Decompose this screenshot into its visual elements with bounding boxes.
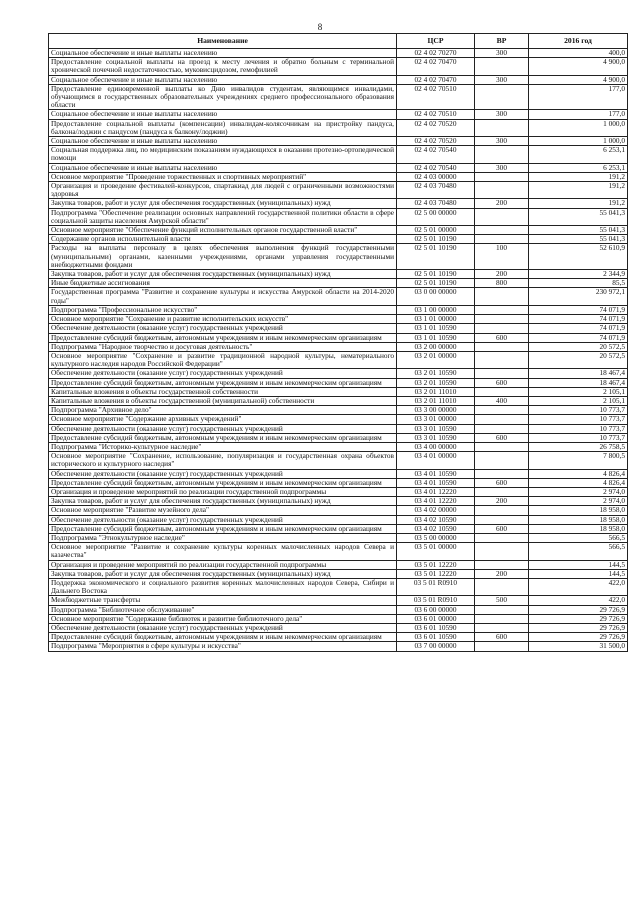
row-name-cell: Капитальные вложения в объекты государственной собственности [49, 387, 397, 396]
table-row [49, 578, 628, 595]
row-name-cell: Предоставление субсидий бюджетным, автономным учреждениям и иным некоммерческим организациям [49, 433, 397, 442]
row-csr-cell: 02 4 02 70540 [397, 163, 475, 172]
row-amount-cell: 26 758,5 [529, 442, 628, 451]
row-vr-cell [475, 58, 529, 75]
table-row [49, 633, 628, 642]
row-csr-cell: 02 4 02 70270 [397, 49, 475, 58]
table-row [49, 351, 628, 368]
row-amount-cell: 29 726,9 [529, 614, 628, 623]
row-vr-cell [475, 515, 529, 524]
row-csr-cell: 03 6 01 10590 [397, 624, 475, 633]
row-name-cell: Организация и проведение фестивалей-конкурсов, спартакиад для людей с ограниченными возможностями здоровья [49, 182, 397, 199]
table-row [49, 624, 628, 633]
row-name-cell: Основное мероприятие "Сохранение и развитие традиционной народной культуры, нематериального культурного наследия народов Российской Федерации" [49, 351, 397, 368]
row-vr-cell [475, 172, 529, 181]
row-amount-cell: 10 773,7 [529, 406, 628, 415]
row-name-cell: Закупка товаров, работ и услуг для обеспечения государственных (муниципальных) нужд [49, 497, 397, 506]
row-csr-cell: 02 4 03 70480 [397, 199, 475, 208]
row-amount-cell: 191,2 [529, 199, 628, 208]
row-amount-cell: 400,0 [529, 49, 628, 58]
table-row [49, 369, 628, 378]
row-csr-cell: 03 6 01 10590 [397, 633, 475, 642]
row-csr-cell: 02 4 02 70510 [397, 84, 475, 110]
table-row [49, 387, 628, 396]
row-vr-cell [475, 342, 529, 351]
row-vr-cell: 500 [475, 596, 529, 605]
row-vr-cell [475, 487, 529, 496]
row-vr-cell [475, 288, 529, 305]
row-csr-cell: 02 4 02 70520 [397, 137, 475, 146]
row-csr-cell: 03 1 00 00000 [397, 305, 475, 314]
row-amount-cell: 566,5 [529, 533, 628, 542]
row-csr-cell: 03 5 01 00000 [397, 543, 475, 560]
row-csr-cell: 03 1 01 10590 [397, 324, 475, 333]
budget-table [48, 33, 628, 652]
row-vr-cell [475, 119, 529, 136]
row-amount-cell: 6 253,1 [529, 146, 628, 163]
row-amount-cell: 29 726,9 [529, 624, 628, 633]
row-name-cell: Социальное обеспечение и иные выплаты населению [49, 163, 397, 172]
header-amount: 2016 год [529, 34, 628, 49]
table-row [49, 478, 628, 487]
row-vr-cell: 200 [475, 270, 529, 279]
row-vr-cell [475, 235, 529, 244]
row-vr-cell: 400 [475, 396, 529, 405]
row-csr-cell: 02 5 01 00000 [397, 226, 475, 235]
row-name-cell: Закупка товаров, работ и услуг для обеспечения государственных (муниципальных) нужд [49, 270, 397, 279]
row-name-cell: Подпрограмма "Этнокультурное наследие" [49, 533, 397, 542]
row-csr-cell: 03 4 02 10590 [397, 515, 475, 524]
row-csr-cell: 03 4 01 10590 [397, 478, 475, 487]
table-row [49, 614, 628, 623]
row-vr-cell: 200 [475, 569, 529, 578]
row-csr-cell: 02 5 01 10190 [397, 235, 475, 244]
row-amount-cell: 31 500,0 [529, 642, 628, 651]
row-vr-cell [475, 560, 529, 569]
row-vr-cell [475, 424, 529, 433]
row-name-cell: Предоставление субсидий бюджетным, автономным учреждениям и иным некоммерческим организациям [49, 524, 397, 533]
row-name-cell: Основное мероприятие "Развитие музейного дела" [49, 506, 397, 515]
row-vr-cell [475, 543, 529, 560]
row-amount-cell: 4 900,0 [529, 58, 628, 75]
table-row [49, 406, 628, 415]
row-vr-cell [475, 415, 529, 424]
table-row [49, 543, 628, 560]
row-amount-cell: 144,5 [529, 560, 628, 569]
row-amount-cell: 18 467,4 [529, 378, 628, 387]
table-row [49, 605, 628, 614]
row-amount-cell: 2 974,0 [529, 497, 628, 506]
row-vr-cell: 600 [475, 478, 529, 487]
table-row [49, 560, 628, 569]
row-name-cell: Социальная поддержка лиц, по медицинским показаниям нуждающихся в оказании протезно-ортопедической помощи [49, 146, 397, 163]
row-name-cell: Межбюджетные трансферты [49, 596, 397, 605]
header-csr: ЦСР [397, 34, 475, 49]
row-vr-cell: 600 [475, 433, 529, 442]
row-name-cell: Обеспечение деятельности (оказание услуг) государственных учреждений [49, 469, 397, 478]
row-vr-cell [475, 146, 529, 163]
row-name-cell: Предоставление субсидий бюджетным, автономным учреждениям и иным некоммерческим организациям [49, 378, 397, 387]
row-name-cell: Капитальные вложения в объекты государственной (муниципальной) собственности [49, 396, 397, 405]
table-row [49, 487, 628, 496]
row-name-cell: Основное мероприятие "Сохранение и развитие исполнительских искусств" [49, 315, 397, 324]
row-name-cell: Социальное обеспечение и иные выплаты населению [49, 49, 397, 58]
row-amount-cell: 18 958,0 [529, 506, 628, 515]
row-name-cell: Предоставление социальной выплаты (компенсации) инвалидам-колясочникам на пристройку пандуса, балкона/лоджии с пандусом (пандуса к балкону/лоджии) [49, 119, 397, 136]
row-vr-cell [475, 387, 529, 396]
row-csr-cell: 03 7 00 00000 [397, 642, 475, 651]
row-vr-cell [475, 452, 529, 469]
row-amount-cell: 18 958,0 [529, 515, 628, 524]
row-csr-cell: 03 4 02 10590 [397, 524, 475, 533]
table-row [49, 433, 628, 442]
row-name-cell: Подпрограмма "Библиотечное обслуживание" [49, 605, 397, 614]
row-vr-cell [475, 533, 529, 542]
row-vr-cell: 300 [475, 110, 529, 119]
table-row [49, 524, 628, 533]
row-csr-cell: 02 5 01 10190 [397, 244, 475, 270]
table-row [49, 596, 628, 605]
row-vr-cell: 300 [475, 75, 529, 84]
header-name: Наименование [49, 34, 397, 49]
row-vr-cell [475, 605, 529, 614]
row-csr-cell: 03 5 01 12220 [397, 560, 475, 569]
table-row [49, 226, 628, 235]
table-row [49, 199, 628, 208]
row-csr-cell: 03 3 01 00000 [397, 415, 475, 424]
row-amount-cell: 566,5 [529, 543, 628, 560]
row-csr-cell: 03 5 01 R0910 [397, 596, 475, 605]
row-name-cell: Основное мероприятие "Проведение торжественных и спортивных мероприятий" [49, 172, 397, 181]
row-csr-cell: 03 3 01 10590 [397, 433, 475, 442]
table-row [49, 279, 628, 288]
row-vr-cell: 200 [475, 199, 529, 208]
table-row [49, 497, 628, 506]
row-name-cell: Предоставление единовременной выплаты ко Дню инвалидов студентам, являющимся инвалидами, обучающимся в государственных образовательных учреждениях среднего профессионального образования области [49, 84, 397, 110]
row-csr-cell: 03 2 00 00000 [397, 342, 475, 351]
table-row [49, 452, 628, 469]
row-amount-cell: 20 572,5 [529, 351, 628, 368]
table-row [49, 515, 628, 524]
row-name-cell: Подпрограмма "Архивное дело" [49, 406, 397, 415]
row-csr-cell: 03 2 01 11010 [397, 387, 475, 396]
row-csr-cell: 02 4 02 70470 [397, 58, 475, 75]
row-vr-cell [475, 208, 529, 225]
row-amount-cell: 20 572,5 [529, 342, 628, 351]
row-name-cell: Основное мероприятие "Обеспечение функций исполнительных органов государственной власти" [49, 226, 397, 235]
row-name-cell: Основное мероприятие "Содержание библиотек и развитие библиотечного дела" [49, 614, 397, 623]
table-row [49, 163, 628, 172]
row-amount-cell: 1 000,0 [529, 119, 628, 136]
row-amount-cell: 2 105,1 [529, 387, 628, 396]
row-name-cell: Основное мероприятие "Сохранение, использование, популяризация и государственная охрана объектов исторического и культурного наследия" [49, 452, 397, 469]
row-csr-cell: 03 2 01 10590 [397, 378, 475, 387]
row-csr-cell: 03 5 01 R0910 [397, 578, 475, 595]
table-row [49, 110, 628, 119]
row-name-cell: Закупка товаров, работ и услуг для обеспечения государственных (муниципальных) нужд [49, 199, 397, 208]
row-csr-cell: 03 4 02 00000 [397, 506, 475, 515]
table-row [49, 182, 628, 199]
row-csr-cell: 03 6 01 00000 [397, 614, 475, 623]
row-name-cell: Обеспечение деятельности (оказание услуг) государственных учреждений [49, 424, 397, 433]
row-vr-cell: 800 [475, 279, 529, 288]
row-amount-cell: 7 800,5 [529, 452, 628, 469]
row-name-cell: Обеспечение деятельности (оказание услуг) государственных учреждений [49, 515, 397, 524]
row-vr-cell [475, 315, 529, 324]
row-name-cell: Подпрограмма "Историко-культурное наследие" [49, 442, 397, 451]
table-row [49, 172, 628, 181]
row-amount-cell: 2 974,0 [529, 487, 628, 496]
table-row [49, 288, 628, 305]
row-name-cell: Закупка товаров, работ и услуг для обеспечения государственных (муниципальных) нужд [49, 569, 397, 578]
row-name-cell: Государственная программа "Развитие и сохранение культуры и искусства Амурской области на 2014-2020 годы" [49, 288, 397, 305]
row-vr-cell [475, 469, 529, 478]
row-amount-cell: 74 071,9 [529, 324, 628, 333]
row-csr-cell: 02 5 01 10190 [397, 270, 475, 279]
row-vr-cell [475, 624, 529, 633]
table-row [49, 415, 628, 424]
row-name-cell: Предоставление социальной выплаты на проезд к месту лечения и обратно больным с терминальной хронической почечной недостаточностью, муковисцидозом, гемофилией [49, 58, 397, 75]
table-row [49, 642, 628, 651]
row-amount-cell: 191,2 [529, 172, 628, 181]
row-amount-cell: 18 467,4 [529, 369, 628, 378]
row-name-cell: Поддержка экономического и социального развития коренных малочисленных народов Севера, Сибири и Дальнего Востока [49, 578, 397, 595]
row-csr-cell: 03 2 01 10590 [397, 369, 475, 378]
table-row [49, 506, 628, 515]
table-row [49, 424, 628, 433]
row-vr-cell [475, 369, 529, 378]
row-amount-cell: 74 071,9 [529, 305, 628, 314]
table-row [49, 244, 628, 270]
row-vr-cell: 600 [475, 524, 529, 533]
row-amount-cell: 144,5 [529, 569, 628, 578]
table-row [49, 342, 628, 351]
row-csr-cell: 02 5 00 00000 [397, 208, 475, 225]
row-amount-cell: 177,0 [529, 84, 628, 110]
row-amount-cell: 55 041,3 [529, 235, 628, 244]
row-csr-cell: 03 2 01 00000 [397, 351, 475, 368]
row-amount-cell: 230 972,1 [529, 288, 628, 305]
row-vr-cell [475, 614, 529, 623]
row-vr-cell [475, 406, 529, 415]
row-vr-cell: 600 [475, 378, 529, 387]
row-name-cell: Подпрограмма "Профессиональное искусство" [49, 305, 397, 314]
row-amount-cell: 85,5 [529, 279, 628, 288]
row-csr-cell: 03 5 00 00000 [397, 533, 475, 542]
row-amount-cell: 2 105,1 [529, 396, 628, 405]
table-row [49, 119, 628, 136]
row-amount-cell: 4 826,4 [529, 478, 628, 487]
row-csr-cell: 03 3 00 00000 [397, 406, 475, 415]
table-row [49, 75, 628, 84]
row-vr-cell [475, 442, 529, 451]
row-vr-cell: 300 [475, 49, 529, 58]
table-row [49, 333, 628, 342]
table-body [49, 49, 628, 652]
row-amount-cell: 191,2 [529, 182, 628, 199]
table-row [49, 378, 628, 387]
table-row [49, 315, 628, 324]
row-amount-cell: 422,0 [529, 596, 628, 605]
row-amount-cell: 10 773,7 [529, 415, 628, 424]
row-csr-cell: 02 4 02 70470 [397, 75, 475, 84]
row-vr-cell [475, 182, 529, 199]
row-amount-cell: 29 726,9 [529, 633, 628, 642]
row-csr-cell: 03 4 01 12220 [397, 497, 475, 506]
table-row [49, 324, 628, 333]
row-amount-cell: 10 773,7 [529, 424, 628, 433]
row-amount-cell: 74 071,9 [529, 333, 628, 342]
row-name-cell: Социальное обеспечение и иные выплаты населению [49, 75, 397, 84]
row-amount-cell: 1 000,0 [529, 137, 628, 146]
row-name-cell: Обеспечение деятельности (оказание услуг) государственных учреждений [49, 324, 397, 333]
row-csr-cell: 03 1 01 10590 [397, 333, 475, 342]
table-row [49, 270, 628, 279]
row-name-cell: Организация и проведение мероприятий по реализации государственной подпрограммы [49, 487, 397, 496]
row-csr-cell: 03 4 01 12220 [397, 487, 475, 496]
row-name-cell: Предоставление субсидий бюджетным, автономным учреждениям и иным некоммерческим организациям [49, 333, 397, 342]
row-amount-cell: 55 041,3 [529, 208, 628, 225]
row-csr-cell: 03 5 01 12220 [397, 569, 475, 578]
row-amount-cell: 177,0 [529, 110, 628, 119]
table-row [49, 442, 628, 451]
row-vr-cell: 300 [475, 163, 529, 172]
row-vr-cell: 300 [475, 137, 529, 146]
row-vr-cell [475, 84, 529, 110]
row-vr-cell: 600 [475, 633, 529, 642]
row-csr-cell: 03 3 01 10590 [397, 424, 475, 433]
row-csr-cell: 03 4 00 00000 [397, 442, 475, 451]
row-csr-cell: 03 2 01 11010 [397, 396, 475, 405]
row-name-cell: Подпрограмма "Мероприятия в сфере культуры и искусства" [49, 642, 397, 651]
row-amount-cell: 6 253,1 [529, 163, 628, 172]
row-amount-cell: 422,0 [529, 578, 628, 595]
row-vr-cell [475, 324, 529, 333]
row-name-cell: Предоставление субсидий бюджетным, автономным учреждениям и иным некоммерческим организациям [49, 478, 397, 487]
row-amount-cell: 4 900,0 [529, 75, 628, 84]
row-name-cell: Социальное обеспечение и иные выплаты населению [49, 110, 397, 119]
table-row [49, 569, 628, 578]
row-vr-cell [475, 226, 529, 235]
table-row [49, 305, 628, 314]
table-row [49, 396, 628, 405]
table-row [49, 84, 628, 110]
row-csr-cell: 02 4 02 70520 [397, 119, 475, 136]
row-name-cell: Обеспечение деятельности (оказание услуг) государственных учреждений [49, 369, 397, 378]
table-row [49, 235, 628, 244]
row-amount-cell: 18 958,0 [529, 524, 628, 533]
row-name-cell: Основное мероприятие "Развитие и сохранение культуры коренных малочисленных народов Севера и казачества" [49, 543, 397, 560]
row-name-cell: Основное мероприятие "Содержание архивных учреждений" [49, 415, 397, 424]
row-csr-cell: 03 4 01 10590 [397, 469, 475, 478]
row-name-cell: Подпрограмма "Народное творчество и досуговая деятельность" [49, 342, 397, 351]
row-name-cell: Расходы на выплаты персоналу в целях обеспечения выполнения функций государственными (муниципальными) органами, казенными учреждениями, органами управления государственными внебюджетными фондами [49, 244, 397, 270]
row-csr-cell: 02 4 02 70540 [397, 146, 475, 163]
row-csr-cell: 03 4 01 00000 [397, 452, 475, 469]
row-vr-cell [475, 351, 529, 368]
row-vr-cell [475, 506, 529, 515]
row-vr-cell: 100 [475, 244, 529, 270]
row-amount-cell: 52 610,9 [529, 244, 628, 270]
row-vr-cell [475, 642, 529, 651]
row-csr-cell: 03 1 01 00000 [397, 315, 475, 324]
row-vr-cell: 600 [475, 333, 529, 342]
row-csr-cell: 03 0 00 00000 [397, 288, 475, 305]
row-csr-cell: 02 4 03 00000 [397, 172, 475, 181]
row-amount-cell: 2 344,9 [529, 270, 628, 279]
row-amount-cell: 74 071,9 [529, 315, 628, 324]
table-row [49, 533, 628, 542]
row-vr-cell: 200 [475, 497, 529, 506]
row-amount-cell: 29 726,9 [529, 605, 628, 614]
row-name-cell: Содержание органов исполнительной власти [49, 235, 397, 244]
page-number: 8 [317, 22, 323, 32]
table-row [49, 137, 628, 146]
row-name-cell: Организация и проведение мероприятий по реализации государственной подпрограммы [49, 560, 397, 569]
row-amount-cell: 10 773,7 [529, 433, 628, 442]
row-csr-cell: 02 5 01 10190 [397, 279, 475, 288]
row-name-cell: Подпрограмма "Обеспечение реализации основных направлений государственной политики области в сфере социальной защиты населения Амурской области" [49, 208, 397, 225]
table-row [49, 146, 628, 163]
row-name-cell: Обеспечение деятельности (оказание услуг) государственных учреждений [49, 624, 397, 633]
row-amount-cell: 4 826,4 [529, 469, 628, 478]
row-vr-cell [475, 305, 529, 314]
row-vr-cell [475, 578, 529, 595]
table-row [49, 58, 628, 75]
table-row [49, 469, 628, 478]
row-name-cell: Социальное обеспечение и иные выплаты населению [49, 137, 397, 146]
row-csr-cell: 02 4 03 70480 [397, 182, 475, 199]
row-name-cell: Иные бюджетные ассигнования [49, 279, 397, 288]
header-vr: ВР [475, 34, 529, 49]
row-amount-cell: 55 041,3 [529, 226, 628, 235]
table-header-row [49, 34, 628, 49]
row-csr-cell: 03 6 00 00000 [397, 605, 475, 614]
row-name-cell: Предоставление субсидий бюджетным, автономным учреждениям и иным некоммерческим организациям [49, 633, 397, 642]
table-row [49, 49, 628, 58]
table-row [49, 208, 628, 225]
row-csr-cell: 02 4 02 70510 [397, 110, 475, 119]
